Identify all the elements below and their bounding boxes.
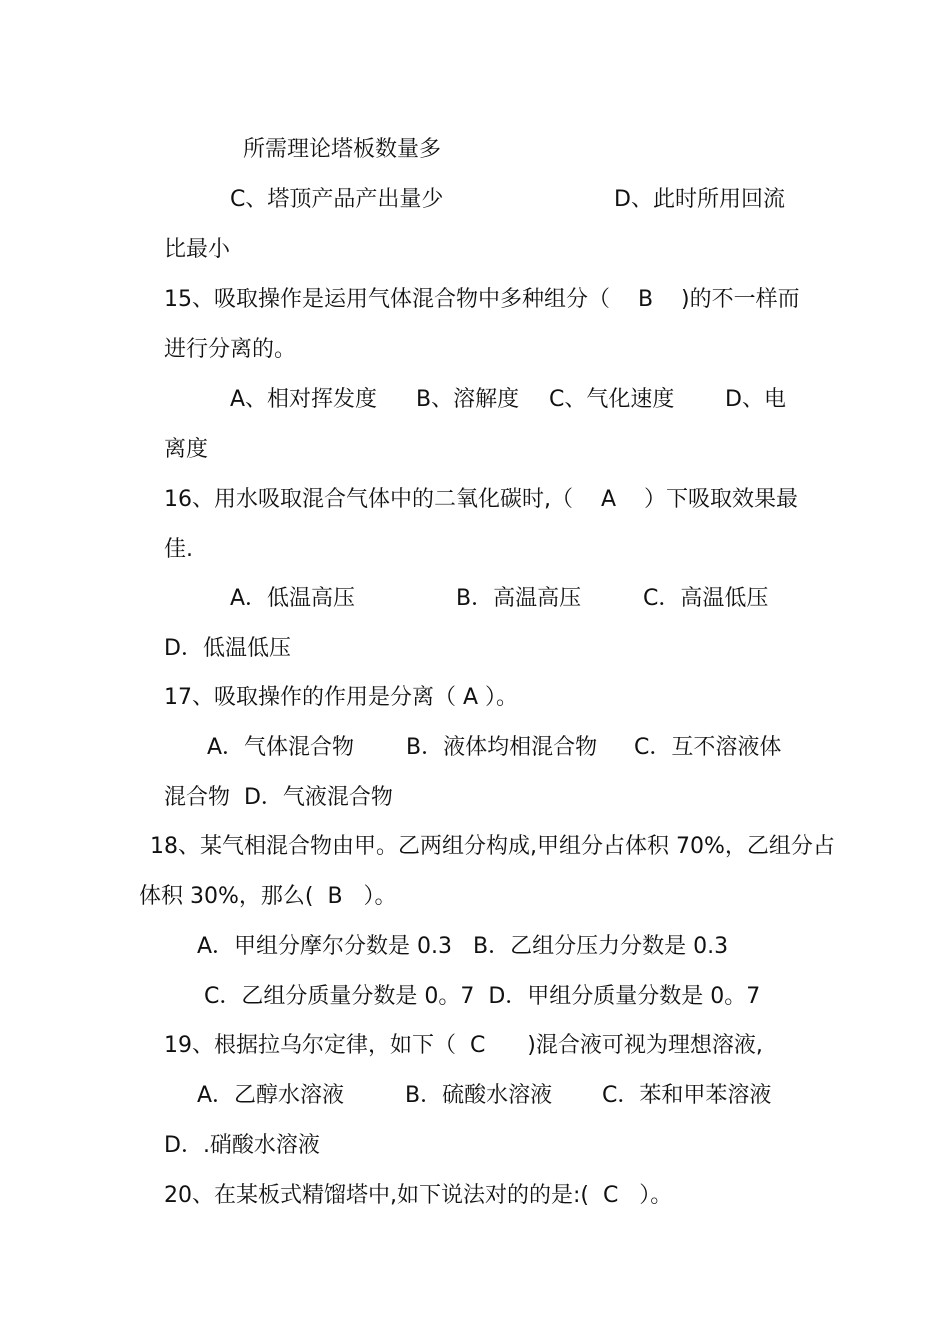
question-18: 18、某气相混合物由甲。乙两组分构成,甲组分占体积 70%，乙组分占 (150, 834, 835, 859)
question-15: 15、吸取操作是运用气体混合物中多种组分（ B )的不一样而 (164, 287, 800, 312)
q19-option-a: A．乙醇水溶液 (197, 1083, 345, 1108)
q17-option-b: B．液体均相混合物 (406, 735, 598, 760)
q18-options-ab: A．甲组分摩尔分数是 0.3 B．乙组分压力分数是 0.3 (197, 934, 729, 959)
q16-option-a: A．低温高压 (230, 586, 356, 611)
q16-option-b: B．高温高压 (456, 586, 582, 611)
q16-option-d: D．低温低压 (164, 636, 291, 661)
q19-option-b: B．硫酸水溶液 (405, 1083, 553, 1108)
option-d: D、此时所用回流 (614, 187, 785, 212)
question-16-cont: 佳. (164, 537, 193, 562)
question-16: 16、用水吸取混合气体中的二氧化碳时,（ A ）下吸取效果最 (164, 487, 798, 512)
q19-option-d: D．.硝酸水溶液 (164, 1133, 320, 1158)
option-c: C、塔顶产品产出量少 (230, 187, 444, 212)
q15-option-d: D、电 (725, 387, 786, 412)
q15-option-c: C、气化速度 (549, 387, 675, 412)
q17-option-c: C．互不溶液体 (634, 735, 782, 760)
q19-option-c: C．苯和甲苯溶液 (602, 1083, 772, 1108)
option-d-cont: 比最小 (164, 237, 231, 262)
q15-option-b: B、溶解度 (416, 387, 520, 412)
question-17: 17、吸取操作的作用是分离（ A ）。 (164, 685, 519, 710)
question-19: 19、根据拉乌尔定律，如下（ C )混合液可视为理想溶液, (164, 1033, 763, 1058)
q17-option-c-d: 混合物 D．气液混合物 (164, 785, 393, 810)
q17-option-a: A．气体混合物 (207, 735, 355, 760)
question-15-cont: 进行分离的。 (164, 337, 297, 362)
line-cont-option: 所需理论塔板数量多 (243, 137, 442, 162)
q15-option-a: A、相对挥发度 (230, 387, 378, 412)
q15-option-d-cont: 离度 (164, 437, 209, 462)
q16-option-c: C．高温低压 (643, 586, 769, 611)
question-18-cont: 体积 30%，那么( B ）。 (139, 884, 397, 909)
q18-options-cd: C．乙组分质量分数是 0。7 D．甲组分质量分数是 0。7 (204, 984, 761, 1009)
question-20: 20、在某板式精馏塔中,如下说法对的的是:( C ）。 (164, 1183, 673, 1208)
